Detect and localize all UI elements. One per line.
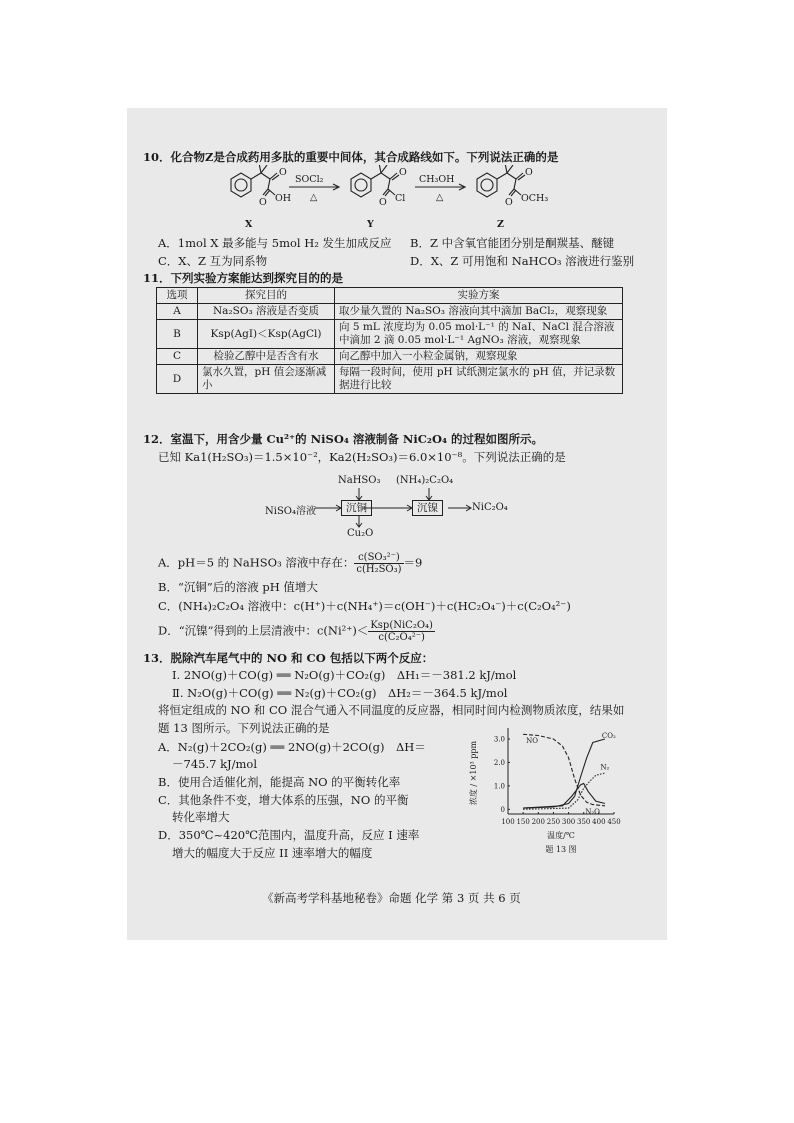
q10-z-ketone-o: O (525, 167, 533, 178)
row-option: B (157, 320, 198, 349)
fraction-denominator: c(H₂SO₃) (356, 564, 402, 575)
table-row (157, 365, 623, 394)
q10-label-y: Y (367, 219, 374, 230)
row-plan: 向 5 mL 浓度均为 0.05 mol·L⁻¹ 的 NaI、NaCl 混合溶液中滴加 2 滴 0.05 mol·L⁻¹ AgNO₃ 溶液，观察现象 (335, 320, 623, 349)
q10-option-a: A．1mol X 最多能与 5mol H₂ 发生加成反应 (158, 236, 392, 250)
series-label: CO₂ (601, 731, 616, 740)
q13-option-b: B．使用合适催化剂，能提高 NO 的平衡转化率 (158, 775, 401, 789)
q10-z-ester-o: O (505, 197, 513, 208)
row-plan: 向乙醇中加入一小粒金属钠，观察现象 (335, 349, 623, 365)
y-tick-label: 3.0 (493, 735, 505, 744)
row-goal: 检验乙醇中是否含有水 (198, 349, 335, 365)
row-goal: Na₂SO₃ 溶液是否变质 (198, 304, 335, 320)
q12-option-c: C．(NH₄)₂C₂O₄ 溶液中：c(H⁺)＋c(NH₄⁺)＝c(OH⁻)＋c(HC₂O₄⁻)＋c(C₂O₄²⁻) (158, 599, 571, 613)
flow-arrows (315, 486, 480, 530)
q12-option-a-text: A．pH＝5 的 NaHSO₃ 溶液中存在： (158, 555, 355, 570)
q12-option-d (158, 620, 435, 643)
table-row (157, 304, 623, 320)
flow-start: NiSO₄溶液 (265, 506, 317, 517)
q12-option-a-value: ＝9 (403, 555, 423, 570)
x-tick-label: 300 (561, 818, 576, 826)
page-footer: 《新高考学科基地秘卷》命题 化学 第 3 页 共 6 页 (262, 891, 521, 905)
fraction-denominator: c(C₂O₄²⁻) (378, 632, 425, 643)
q13-option-a-line1: A．N₂(g)＋2CO₂(g) ══ 2NO(g)＋2CO(g) ΔH＝ (158, 740, 426, 754)
table-header-row (157, 288, 623, 304)
q10-option-b: B．Z 中含氧官能团分别是酮羰基、醚键 (410, 236, 615, 250)
q13-description-line1: 将恒定组成的 NO 和 CO 混合气通入不同温度的反应器，相同时间内检测物质浓度，结果如 (158, 703, 625, 717)
row-option: C (157, 349, 198, 365)
x-tick-label: 350 (577, 818, 591, 826)
q13-chart (462, 722, 622, 867)
flow-reagent2: (NH₄)₂C₂O₄ (396, 475, 454, 486)
q10-reagent2: CH₃OH (419, 174, 455, 185)
q13-option-a-line2: －745.7 kJ/mol (172, 757, 258, 771)
q12-option-b: B．“沉铜”后的溶液 pH 值增大 (158, 580, 318, 594)
q13-option-d-line1: D．350℃~420℃范围内，温度升高，反应 I 速率 (158, 828, 420, 842)
q10-heat1: △ (310, 192, 318, 203)
q10-label-z: Z (497, 219, 504, 230)
row-goal: Ksp(AgI)＜Ksp(AgCl) (198, 320, 335, 349)
series-label: N₂ (600, 763, 610, 772)
x-axis-label: 温度/℃ (547, 831, 575, 840)
q12-option-a (158, 552, 422, 575)
chart-caption: 题 13 图 (545, 845, 577, 854)
q13-description-line2: 题 13 图所示。下列说法正确的是 (158, 721, 330, 735)
q13-option-d-line2: 增大的幅度大于反应 II 速率增大的幅度 (172, 846, 373, 860)
q10-option-d: D．X、Z 可用饱和 NaHCO₃ 溶液进行鉴别 (410, 254, 635, 268)
x-tick-label: 450 (607, 818, 621, 826)
col-header-plan: 实验方案 (335, 288, 623, 304)
flow-byproduct: Cu₂O (347, 528, 374, 539)
q10-y-ketone-o: O (399, 167, 407, 178)
q11-stem: 11．下列实验方案能达到探究目的的是 (143, 271, 344, 285)
q10-y-group: Cl (395, 193, 406, 204)
q10-x-acid-o: O (259, 197, 267, 208)
flow-step-copper: 沉铜 (341, 500, 372, 516)
q12-option-a-fraction (354, 552, 403, 575)
q13-reaction-2: Ⅱ. N₂O(g)＋CO(g) ══ N₂(g)＋CO₂(g) ΔH₂＝－364.5 kJ/mol (172, 686, 508, 700)
q13-option-c-line1: C．其他条件不变，增大体系的压强，NO 的平衡 (158, 793, 409, 807)
x-tick-label: 100 (501, 818, 515, 826)
q13-reaction-1: Ⅰ. 2NO(g)＋CO(g) ══ N₂O(g)＋CO₂(g) ΔH₁＝－381.2 kJ/mol (172, 668, 517, 682)
row-goal: 氯水久置，pH 值会逐渐减小 (198, 365, 335, 394)
q10-y-acyl-o: O (379, 197, 387, 208)
table-row (157, 349, 623, 365)
q12-stem: 12．室温下，用含少量 Cu²⁺的 NiSO₄ 溶液制备 NiC₂O₄ 的过程如图所示。 (143, 432, 544, 446)
q10-reagent1: SOCl₂ (295, 174, 324, 185)
series-label: NO (526, 737, 539, 746)
row-plan: 每隔一段时间，使用 pH 试纸测定氯水的 pH 值，并记录数据进行比较 (335, 365, 623, 394)
q10-option-c: C．X、Z 互为同系物 (158, 254, 268, 268)
x-tick-label: 150 (516, 818, 530, 826)
q12-given: 已知 Ka1(H₂SO₃)＝1.5×10⁻²，Ka2(H₂SO₃)＝6.0×10⁻⁸。下列说法正确的是 (158, 450, 566, 464)
q10-synthesis-route (215, 165, 575, 233)
x-tick-label: 250 (546, 818, 561, 826)
row-plan: 取少量久置的 Na₂SO₃ 溶液向其中滴加 BaCl₂，观察现象 (335, 304, 623, 320)
series-label: N₂O (585, 808, 600, 816)
row-option: A (157, 304, 198, 320)
q10-x-ketone-o: O (279, 167, 287, 178)
y-tick-label: 1.0 (493, 782, 505, 791)
q10-z-group: OCH₃ (521, 193, 549, 204)
q11-table (156, 287, 623, 394)
y-tick-label: 0 (500, 805, 505, 814)
flow-product: NiC₂O₄ (472, 502, 508, 513)
q12-option-d-text: D．“沉镍”得到的上层清液中：c(Ni²⁺)＜ (158, 623, 369, 638)
table-row (157, 320, 623, 349)
flow-reagent1: NaHSO₃ (338, 475, 381, 486)
x-tick-label: 200 (531, 818, 545, 826)
q10-stem: 10．化合物Z是合成药用多肽的重要中间体，其合成路线如下。下列说法正确的是 (143, 150, 559, 164)
q10-x-group: OH (275, 193, 292, 204)
q10-label-x: X (245, 219, 253, 230)
y-tick-label: 2.0 (493, 758, 505, 767)
q13-stem: 13．脱除汽车尾气中的 NO 和 CO 包括以下两个反应： (143, 651, 434, 665)
q12-option-d-fraction (368, 620, 435, 643)
q10-heat2: △ (436, 192, 444, 203)
col-header-goal: 探究目的 (198, 288, 335, 304)
fraction-numerator: c(SO₃²⁻) (354, 552, 403, 564)
x-tick-label: 400 (592, 818, 606, 826)
col-header-option: 选项 (157, 288, 198, 304)
flow-step-nickel: 沉镍 (412, 500, 443, 516)
q13-option-c-line2: 转化率增大 (172, 810, 230, 824)
fraction-numerator: Ksp(NiC₂O₄) (370, 620, 433, 631)
y-axis-label: 浓度 / ×10³ ppm (469, 740, 478, 806)
row-option: D (157, 365, 198, 394)
